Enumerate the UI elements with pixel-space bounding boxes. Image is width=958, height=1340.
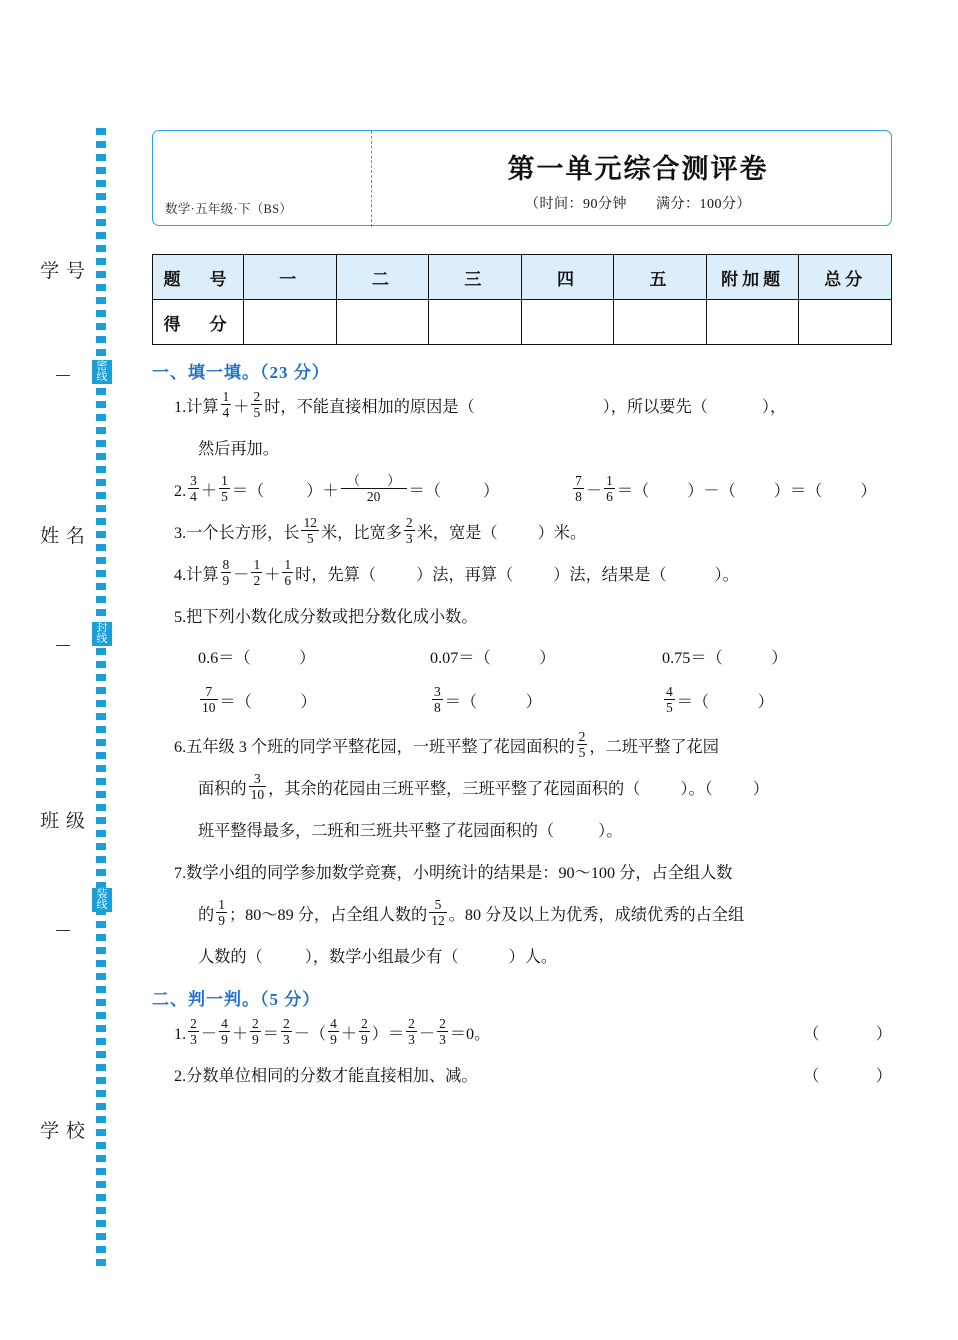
score-blank-cell[interactable] — [429, 300, 522, 345]
fraction: $\frac{1}{6}$ — [284, 557, 292, 589]
fraction: $\frac{2}{3}$ — [439, 1016, 446, 1048]
fraction: $\frac{3}{10}$ — [250, 771, 265, 803]
fraction-to-decimal-item[interactable]: $\frac{4}{5}$ ＝（ ） — [666, 684, 774, 716]
question-text: 计算 — [186, 398, 219, 416]
fraction: $\frac{1}{4}$ — [222, 389, 230, 421]
question-number: 1. — [174, 1025, 187, 1043]
question-text: ，其余的花园由三班平整，三班平整了花园面积的（ — [268, 780, 641, 798]
question-text: 的 — [198, 906, 215, 924]
operator: ＋ — [264, 566, 281, 584]
question-number: 5. — [174, 608, 187, 626]
fraction: $\frac{4}{5}$ — [666, 684, 673, 716]
fraction: $\frac{2}{5}$ — [578, 729, 586, 761]
fraction: $\frac{8}{9}$ — [222, 557, 230, 589]
operator: －（ — [293, 1025, 327, 1043]
operator: ＋ — [231, 1025, 249, 1043]
question-text: ），所以要先（ — [602, 398, 708, 416]
fraction: $\frac{1}{5}$ — [221, 473, 228, 505]
paper-subtitle: （时间：90分钟 满分：100分） — [525, 197, 751, 212]
judge-answer-blank[interactable]: （ ） — [803, 1025, 894, 1043]
question-1-line2 — [152, 429, 894, 469]
question-text: ＝（ — [408, 482, 441, 500]
question-text: 米，宽是（ — [416, 524, 498, 542]
fraction: $\frac{1}{9}$ — [218, 897, 225, 929]
sidebar-label-student-id — [40, 255, 86, 289]
question-text: ）。（ — [680, 780, 713, 798]
operator: － — [585, 482, 603, 500]
decimal-to-fraction-item[interactable]: 0.6＝（ ） — [198, 649, 316, 667]
question-text: ，二班平整了花园 — [589, 738, 719, 756]
sidebar-label-name — [40, 520, 86, 554]
fraction: $\frac{7}{8}$ — [575, 473, 582, 505]
sidebar-label-school — [40, 1115, 86, 1149]
score-label-cell: 得 分 — [153, 300, 244, 345]
score-blank-cell[interactable] — [799, 300, 892, 345]
binding-dotted-strip — [96, 128, 106, 1268]
question-text: ；80～89 分，占全组人数的 — [228, 906, 428, 924]
question-number: 6. — [174, 738, 187, 756]
section-heading-2 — [152, 985, 894, 1010]
question-number: 2. — [174, 1067, 187, 1085]
exam-content — [152, 352, 894, 1098]
question-text: ＝0。 — [449, 1025, 491, 1043]
question-4 — [152, 555, 894, 595]
fraction-blank: $\frac{( )}{20}$ — [341, 473, 407, 504]
operator: － — [418, 1025, 436, 1043]
fraction: $\frac{2}{3}$ — [405, 515, 413, 547]
question-3 — [152, 513, 894, 553]
question-text: 米，比宽多 — [320, 524, 402, 542]
question-text: ） — [860, 482, 877, 500]
question-text: ）＝（ — [773, 482, 823, 500]
score-table — [152, 254, 892, 345]
page-title: 第一单元综合测评卷 — [507, 154, 769, 184]
section-title: 一、填一填。 — [152, 363, 260, 382]
question-text: ）。 — [598, 822, 623, 840]
section-heading-1 — [152, 358, 894, 383]
sidebar-label-text: 姓 名 — [40, 526, 86, 547]
question-text: 人数的（ — [198, 948, 263, 966]
question-7-line2 — [152, 895, 894, 935]
question-number: 2. — [174, 482, 187, 500]
fraction: $\frac{2}{3}$ — [190, 1016, 197, 1048]
table-row-score — [153, 300, 892, 345]
question-7 — [152, 853, 894, 893]
fraction: $\frac{1}{6}$ — [606, 473, 613, 505]
question-7-line3 — [152, 937, 894, 977]
sidebar-label-text: 学 校 — [40, 1121, 86, 1142]
score-header-cell: 题 号 — [153, 255, 244, 300]
question-6 — [152, 727, 894, 767]
operator: ）＝ — [371, 1025, 405, 1043]
score-header-cell: 四 — [521, 255, 614, 300]
sidebar-rule — [56, 930, 70, 931]
fraction: $\frac{4}{9}$ — [221, 1016, 228, 1048]
question-text: 时，先算（ — [295, 566, 377, 584]
fraction: $\frac{2}{9}$ — [361, 1016, 368, 1048]
judge-answer-blank[interactable]: （ ） — [803, 1067, 894, 1085]
fraction: $\frac{5}{12}$ — [431, 897, 445, 929]
sidebar-label-text: 学 号 — [40, 261, 86, 282]
fraction: $\frac{2}{3}$ — [408, 1016, 415, 1048]
question-6-line2 — [152, 769, 894, 809]
operator: － — [200, 1025, 218, 1043]
fraction: $\frac{3}{8}$ — [434, 684, 441, 716]
question-number: 7. — [174, 864, 187, 882]
question-text: ） — [752, 780, 769, 798]
score-header-cell: 总分 — [799, 255, 892, 300]
seal-mark-2: 封 线 — [92, 622, 112, 646]
question-5-row1 — [152, 639, 894, 677]
question-text: 一个长方形，长 — [186, 524, 300, 542]
table-row-header — [153, 255, 892, 300]
section-title: 二、判一判。 — [152, 990, 260, 1009]
fraction: $\frac{4}{9}$ — [330, 1016, 337, 1048]
fraction: $\frac{2}{5}$ — [253, 389, 261, 421]
question-1 — [152, 387, 894, 427]
judge-question-1 — [152, 1014, 894, 1054]
question-text: ＝（ — [616, 482, 650, 500]
question-text: 。80 分及以上为优秀，成绩优秀的占全组 — [448, 906, 745, 924]
score-blank-cell[interactable] — [706, 300, 799, 345]
score-blank-cell[interactable] — [521, 300, 614, 345]
question-2 — [152, 471, 894, 511]
question-text: ）， — [761, 398, 787, 416]
score-header-cell: 二 — [336, 255, 429, 300]
sidebar-label-text: 班 级 — [40, 811, 86, 832]
section-points: （5 分） — [260, 990, 321, 1009]
paper-header-box — [152, 130, 892, 226]
question-text: ）。 — [714, 566, 739, 584]
question-text: ），数学小组最少有（ — [304, 948, 459, 966]
question-text: ）＋ — [306, 482, 339, 500]
sidebar-label-class — [40, 805, 86, 839]
fraction: $\frac{12}{5}$ — [303, 515, 317, 547]
question-text: 时，不能直接相加的原因是（ — [264, 398, 475, 416]
question-text: ）米。 — [537, 524, 587, 542]
score-blank-cell[interactable] — [614, 300, 707, 345]
header-dashed-divider — [371, 131, 372, 227]
judge-question-2 — [152, 1056, 894, 1096]
question-number: 4. — [174, 566, 187, 584]
fraction: $\frac{2}{3}$ — [282, 1016, 290, 1048]
fraction: $\frac{2}{9}$ — [252, 1016, 259, 1048]
sidebar-vertical-labels — [40, 255, 86, 1265]
question-5 — [152, 597, 894, 637]
question-number: 3. — [174, 524, 187, 542]
sidebar-rule — [56, 645, 70, 646]
question-text: 面积的 — [198, 780, 247, 798]
sidebar-rule — [56, 375, 70, 376]
operator: ＋ — [233, 398, 250, 416]
section-points: （23 分） — [260, 363, 330, 382]
operator: ＋ — [340, 1025, 358, 1043]
question-text: 数学小组的同学参加数学竞赛，小明统计的结果是：90～100 分，占全组人数 — [186, 864, 733, 882]
question-5-row2 — [152, 679, 894, 725]
dotted-line — [96, 128, 106, 1268]
score-header-cell: 三 — [429, 255, 522, 300]
fraction: $\frac{1}{2}$ — [253, 557, 261, 589]
question-text: ） — [482, 482, 500, 500]
score-blank-cell[interactable] — [336, 300, 429, 345]
question-text: ）－（ — [687, 482, 736, 500]
seal-mark-1: 密 线 — [92, 360, 112, 384]
question-text: ）法，再算（ — [416, 566, 514, 584]
score-header-cell: 附加题 — [706, 255, 799, 300]
subject-label: 数学·五年级·下（BS） — [165, 202, 293, 216]
question-text: 班平整得最多，二班和三班共平整了花园面积的（ — [198, 822, 555, 840]
score-header-cell: 一 — [244, 255, 337, 300]
question-text: ）人。 — [508, 948, 558, 966]
fraction-to-decimal-item[interactable]: $\frac{3}{8}$ ＝（ ） — [434, 684, 542, 716]
decimal-to-fraction-item[interactable]: 0.75＝（ ） — [662, 649, 788, 667]
operator: － — [233, 566, 250, 584]
decimal-to-fraction-item[interactable]: 0.07＝（ ） — [430, 649, 556, 667]
question-text: 分数单位相同的分数才能直接相加、减。 — [186, 1067, 478, 1085]
score-blank-cell[interactable] — [244, 300, 337, 345]
question-text: 五年级 3 个班的同学平整花园，一班平整了花园面积的 — [186, 738, 575, 756]
question-text: 计算 — [186, 566, 219, 584]
question-text: 然后再加。 — [198, 440, 279, 458]
fraction-to-decimal-item[interactable]: $\frac{7}{10}$ ＝（ ） — [202, 684, 317, 716]
operator: ＝ — [262, 1025, 279, 1043]
question-text: ）法，结果是（ — [553, 566, 667, 584]
score-header-cell: 五 — [614, 255, 707, 300]
question-6-line3 — [152, 811, 894, 851]
fraction: $\frac{7}{10}$ — [202, 684, 216, 716]
question-number: 1. — [174, 398, 187, 416]
seal-mark-3: 装 线 — [92, 888, 112, 912]
question-text: 把下列小数化成分数或把分数化成小数。 — [186, 608, 478, 626]
operator: ＋ — [200, 482, 218, 500]
fraction: $\frac{3}{4}$ — [190, 473, 197, 505]
question-text: ＝（ — [231, 482, 265, 500]
